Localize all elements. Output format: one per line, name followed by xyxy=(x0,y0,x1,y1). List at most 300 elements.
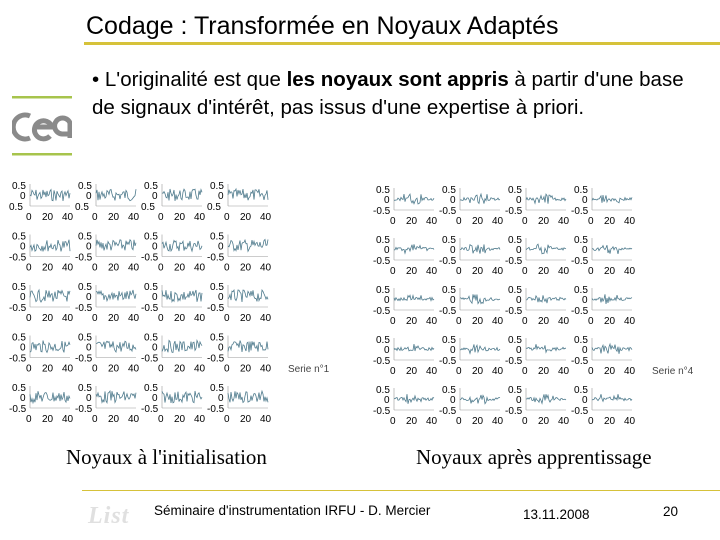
y-tick-label: 0 xyxy=(152,191,158,202)
kernel-signal xyxy=(228,290,268,302)
y-tick-label: -0.5 xyxy=(439,406,457,417)
kernel-signal xyxy=(592,294,632,304)
y-tick-label: 0.5 xyxy=(144,231,158,243)
y-tick-label: 0 xyxy=(86,292,92,303)
x-tick-label: 40 xyxy=(62,262,74,274)
x-tick-label: 20 xyxy=(604,216,616,227)
kernel-signal xyxy=(30,190,70,201)
kernel-subplot xyxy=(505,235,570,277)
x-tick-label: 20 xyxy=(174,363,186,375)
y-tick-label: -0.5 xyxy=(207,252,225,264)
kernel-subplot xyxy=(571,235,636,277)
y-tick-label: 0.5 xyxy=(12,181,26,192)
kernel-signal xyxy=(30,341,70,353)
y-tick-label: -0.5 xyxy=(571,406,589,417)
bullet-bold: les noyaux sont appris xyxy=(286,68,509,91)
y-tick-label: 0 xyxy=(152,393,158,404)
y-tick-label: 0 xyxy=(516,245,522,256)
x-tick-label: 0 xyxy=(224,414,230,425)
y-tick-label: -0.5 xyxy=(373,356,391,367)
x-tick-label: 0 xyxy=(92,363,98,375)
x-tick-label: 0 xyxy=(92,262,98,274)
kernel-subplot xyxy=(141,333,206,375)
x-tick-label: 0 xyxy=(522,316,528,327)
kernel-subplot xyxy=(9,333,74,375)
y-tick-label: -0.5 xyxy=(141,404,159,415)
x-tick-label: 40 xyxy=(194,262,206,274)
kernel-signal xyxy=(96,240,136,251)
kernel-subplot xyxy=(9,181,74,223)
x-tick-label: 0 xyxy=(26,363,32,375)
x-tick-label: 40 xyxy=(62,212,74,223)
x-tick-label: 40 xyxy=(558,266,570,277)
kernel-signal xyxy=(96,290,136,301)
kernel-signal xyxy=(394,394,434,404)
series-label: Serie n°4 xyxy=(652,366,694,377)
y-tick-label: -0.5 xyxy=(505,206,523,217)
x-tick-label: 0 xyxy=(224,363,230,375)
x-tick-label: 40 xyxy=(492,266,504,277)
y-tick-label: 0.5 xyxy=(210,332,224,344)
x-tick-label: 40 xyxy=(260,313,272,324)
x-tick-label: 40 xyxy=(624,416,636,427)
y-tick-label: 0 xyxy=(384,245,390,256)
kernel-subplot xyxy=(9,282,74,324)
y-tick-label: 0 xyxy=(86,191,92,202)
y-tick-label: 0 xyxy=(582,245,588,256)
y-tick-label: -0.5 xyxy=(571,206,589,217)
y-tick-label: 0 xyxy=(20,241,26,253)
kernel-subplot xyxy=(75,232,140,274)
y-tick-label: 0 xyxy=(450,245,456,256)
x-tick-label: 0 xyxy=(158,363,164,375)
kernel-subplot xyxy=(373,385,438,427)
x-tick-label: 40 xyxy=(194,212,206,223)
kernel-subplot xyxy=(571,285,636,327)
x-tick-label: 0 xyxy=(522,416,528,427)
x-tick-label: 40 xyxy=(558,366,570,377)
x-tick-label: 20 xyxy=(108,313,120,324)
x-tick-label: 20 xyxy=(472,216,484,227)
kernel-subplot xyxy=(141,232,206,274)
x-tick-label: 20 xyxy=(538,416,550,427)
y-tick-label: 0 xyxy=(152,241,158,253)
y-tick-label: 0.5 xyxy=(574,235,588,246)
y-tick-label: 0.5 xyxy=(574,335,588,346)
y-tick-label: -0.5 xyxy=(571,306,589,317)
x-tick-label: 40 xyxy=(62,414,74,425)
x-tick-label: 40 xyxy=(426,266,438,277)
x-tick-label: 40 xyxy=(492,416,504,427)
title-underline xyxy=(84,42,720,45)
kernel-signal xyxy=(30,240,70,252)
kernel-subplot xyxy=(207,333,272,375)
y-tick-label: 0 xyxy=(582,345,588,356)
x-tick-label: 0 xyxy=(158,262,164,274)
kernel-subplot xyxy=(75,282,140,324)
kernel-subplot xyxy=(207,181,272,223)
x-tick-label: 40 xyxy=(128,313,140,324)
y-tick-label: -0.5 xyxy=(141,252,159,264)
y-tick-label: -0.5 xyxy=(439,256,457,267)
x-tick-label: 0 xyxy=(390,366,396,377)
y-tick-label: 0.5 xyxy=(144,181,158,192)
y-tick-label: 0.5 xyxy=(78,383,92,394)
x-tick-label: 20 xyxy=(108,212,120,223)
kernel-signal xyxy=(394,194,434,204)
y-tick-label: -0.5 xyxy=(571,356,589,367)
x-tick-label: 40 xyxy=(558,416,570,427)
y-tick-label: -0.5 xyxy=(9,353,27,365)
y-tick-label: 0 xyxy=(218,393,224,404)
y-tick-label: 0 xyxy=(86,241,92,253)
kernel-signal xyxy=(592,245,632,254)
footer-seminar-text: Séminaire d'instrumentation IRFU - D. Mercier xyxy=(154,503,431,518)
x-tick-label: 0 xyxy=(26,262,32,274)
bullet-text xyxy=(92,66,692,122)
x-tick-label: 0 xyxy=(522,266,528,277)
x-tick-label: 20 xyxy=(472,266,484,277)
kernel-signal xyxy=(228,189,268,200)
x-tick-label: 40 xyxy=(426,366,438,377)
x-tick-label: 20 xyxy=(472,366,484,377)
y-tick-label: -0.5 xyxy=(9,404,27,415)
y-tick-label: 0.5 xyxy=(574,385,588,396)
kernel-subplot xyxy=(505,185,570,227)
y-tick-label: -0.5 xyxy=(373,406,391,417)
y-tick-label: 0.5 xyxy=(508,285,522,296)
y-tick-label: 0 xyxy=(450,195,456,206)
y-tick-label: 0.5 xyxy=(442,385,456,396)
x-tick-label: 40 xyxy=(194,313,206,324)
y-tick-label: 0.5 xyxy=(376,235,390,246)
y-tick-label: 0 xyxy=(450,395,456,406)
y-tick-label: -0.5 xyxy=(571,256,589,267)
y-tick-label: 0 xyxy=(450,345,456,356)
kernel-signal xyxy=(460,395,500,404)
x-tick-label: 40 xyxy=(62,313,74,324)
y-tick-label: 0 xyxy=(218,292,224,303)
x-tick-label: 20 xyxy=(174,313,186,324)
y-tick-label: 0 xyxy=(152,292,158,303)
x-tick-label: 0 xyxy=(92,414,98,425)
x-tick-label: 0 xyxy=(456,416,462,427)
x-tick-label: 0 xyxy=(158,313,164,324)
kernel-subplot xyxy=(373,185,438,227)
x-tick-label: 0 xyxy=(456,316,462,327)
x-tick-label: 20 xyxy=(472,316,484,327)
y-tick-label: -0.5 xyxy=(75,252,93,264)
y-tick-label: 0.5 xyxy=(210,282,224,293)
x-tick-label: 40 xyxy=(558,316,570,327)
x-tick-label: 40 xyxy=(128,262,140,274)
kernel-subplot xyxy=(207,232,272,274)
y-tick-label: -0.5 xyxy=(75,404,93,415)
x-tick-label: 20 xyxy=(406,366,418,377)
x-tick-label: 20 xyxy=(174,212,186,223)
y-tick-label: -0.5 xyxy=(505,306,523,317)
footer-divider xyxy=(82,490,720,491)
y-tick-label: 0.5 xyxy=(376,185,390,196)
x-tick-label: 40 xyxy=(260,262,272,274)
y-tick-label: 0 xyxy=(20,191,26,202)
y-tick-label: -0.5 xyxy=(373,306,391,317)
y-tick-label: -0.5 xyxy=(439,306,457,317)
x-tick-label: 0 xyxy=(522,216,528,227)
kernel-subplot xyxy=(207,383,272,425)
kernel-subplot xyxy=(75,383,140,425)
x-tick-label: 0 xyxy=(92,212,98,223)
y-tick-label: 0.5 xyxy=(574,285,588,296)
x-tick-label: 0 xyxy=(224,313,230,324)
y-tick-label: -0.5 xyxy=(373,206,391,217)
x-tick-label: 40 xyxy=(260,414,272,425)
x-tick-label: 40 xyxy=(624,266,636,277)
x-tick-label: 0 xyxy=(158,212,164,223)
bullet-suffix: à partir d'une base de signaux d'intérêt, pas issus d'une expertise à priori. xyxy=(92,68,684,119)
cea-logo xyxy=(12,96,72,158)
kernel-signal xyxy=(228,341,268,353)
y-tick-label: 0 xyxy=(450,295,456,306)
kernel-signal xyxy=(162,241,202,252)
y-tick-label: 0 xyxy=(152,342,158,354)
kernels-learned-grid xyxy=(372,182,707,432)
y-tick-label: 0.5 xyxy=(78,231,92,243)
x-tick-label: 20 xyxy=(108,414,120,425)
y-tick-label: 0 xyxy=(384,295,390,306)
y-tick-label: 0.5 xyxy=(12,383,26,394)
y-tick-label: 0.5 xyxy=(442,285,456,296)
y-tick-label: 0.5 xyxy=(508,385,522,396)
y-tick-label: 0 xyxy=(582,295,588,306)
kernel-signal xyxy=(162,391,202,403)
x-tick-label: 0 xyxy=(588,266,594,277)
y-tick-label: -0.5 xyxy=(505,356,523,367)
kernel-signal xyxy=(96,391,136,403)
y-tick-label: 0 xyxy=(218,241,224,253)
kernel-signal xyxy=(592,394,632,401)
y-tick-label: 0.5 xyxy=(210,181,224,192)
x-tick-label: 20 xyxy=(240,414,252,425)
y-tick-label: -0.5 xyxy=(439,206,457,217)
x-tick-label: 0 xyxy=(456,216,462,227)
x-tick-label: 0 xyxy=(522,366,528,377)
y-tick-label: 0 xyxy=(218,342,224,354)
y-tick-label: -0.5 xyxy=(373,256,391,267)
x-tick-label: 0 xyxy=(390,316,396,327)
x-tick-label: 20 xyxy=(240,212,252,223)
x-tick-label: 40 xyxy=(62,363,74,375)
y-tick-label: 0.5 xyxy=(508,185,522,196)
x-tick-label: 20 xyxy=(240,262,252,274)
kernel-subplot xyxy=(75,181,140,223)
x-tick-label: 0 xyxy=(26,212,32,223)
y-tick-label: 0 xyxy=(384,345,390,356)
y-tick-label: 0.5 xyxy=(210,383,224,394)
kernel-signal xyxy=(460,344,500,353)
x-tick-label: 40 xyxy=(426,216,438,227)
kernel-signal xyxy=(228,240,268,252)
y-tick-label: 0 xyxy=(516,345,522,356)
kernel-subplot xyxy=(9,383,74,425)
y-tick-label: 0 xyxy=(516,395,522,406)
y-tick-label: 0 xyxy=(20,393,26,404)
x-tick-label: 20 xyxy=(604,316,616,327)
page-number: 20 xyxy=(663,504,679,519)
x-tick-label: 40 xyxy=(492,316,504,327)
kernel-subplot xyxy=(373,235,438,277)
right-caption: Noyaux après apprentissage xyxy=(416,445,652,469)
y-tick-label: -0.5 xyxy=(9,252,27,264)
kernel-subplot xyxy=(505,285,570,327)
list-logo: List xyxy=(88,503,130,529)
y-tick-label: 0.5 xyxy=(574,185,588,196)
x-tick-label: 20 xyxy=(42,363,54,375)
x-tick-label: 20 xyxy=(42,212,54,223)
kernel-subplot xyxy=(505,385,570,427)
y-tick-label: 0 xyxy=(218,191,224,202)
kernel-subplot xyxy=(9,232,74,274)
x-tick-label: 40 xyxy=(194,363,206,375)
kernel-subplot xyxy=(373,285,438,327)
x-tick-label: 20 xyxy=(42,313,54,324)
kernel-signal xyxy=(526,295,566,303)
x-tick-label: 0 xyxy=(92,313,98,324)
kernel-signal xyxy=(394,295,434,300)
x-tick-label: 20 xyxy=(604,266,616,277)
x-tick-label: 20 xyxy=(538,316,550,327)
kernel-subplot xyxy=(373,335,438,377)
kernel-subplot xyxy=(439,385,504,427)
y-tick-label: 0.5 xyxy=(442,185,456,196)
y-tick-label: -0.5 xyxy=(141,303,159,314)
x-tick-label: 20 xyxy=(108,262,120,274)
x-tick-label: 40 xyxy=(558,216,570,227)
x-tick-label: 20 xyxy=(174,262,186,274)
x-tick-label: 0 xyxy=(588,316,594,327)
x-tick-label: 40 xyxy=(260,363,272,375)
y-tick-label: 0.5 xyxy=(78,332,92,344)
y-tick-label: 0.5 xyxy=(442,235,456,246)
x-tick-label: 40 xyxy=(492,216,504,227)
kernel-signal xyxy=(592,344,632,354)
x-tick-label: 20 xyxy=(538,266,550,277)
x-tick-label: 20 xyxy=(406,416,418,427)
kernel-signal xyxy=(96,189,136,201)
y-tick-label: 0.5 xyxy=(376,385,390,396)
y-tick-label: 0 xyxy=(384,195,390,206)
x-tick-label: 40 xyxy=(426,316,438,327)
y-tick-label: 0.5 xyxy=(442,335,456,346)
x-tick-label: 40 xyxy=(194,414,206,425)
x-tick-label: 40 xyxy=(492,366,504,377)
y-tick-label: 0 xyxy=(582,395,588,406)
x-tick-label: 40 xyxy=(624,216,636,227)
kernel-subplot xyxy=(141,282,206,324)
y-tick-label: 0.5 xyxy=(508,235,522,246)
bullet-prefix: • L'originalité est que xyxy=(92,68,287,91)
x-tick-label: 20 xyxy=(174,414,186,425)
y-tick-label: 0.5 xyxy=(376,335,390,346)
left-caption: Noyaux à l'initialisation xyxy=(66,445,267,469)
slide-title: Codage : Transformée en Noyaux Adaptés xyxy=(86,12,559,40)
x-tick-label: 20 xyxy=(42,262,54,274)
y-tick-label: 0 xyxy=(384,395,390,406)
x-tick-label: 0 xyxy=(224,262,230,274)
kernel-subplot xyxy=(571,185,636,227)
kernel-subplot xyxy=(571,335,636,377)
kernel-signal xyxy=(228,391,268,402)
y-tick-label: 0.5 xyxy=(210,231,224,243)
y-tick-label: 0.5 xyxy=(144,282,158,293)
kernel-subplot xyxy=(505,335,570,377)
kernel-signal xyxy=(460,294,500,303)
x-tick-label: 20 xyxy=(538,216,550,227)
y-tick-label: -0.5 xyxy=(141,353,159,365)
kernel-subplot xyxy=(439,185,504,227)
y-tick-label: 0 xyxy=(86,393,92,404)
kernel-signal xyxy=(96,341,136,352)
kernel-signal xyxy=(526,194,566,204)
x-tick-label: 40 xyxy=(260,212,272,223)
kernel-subplot xyxy=(439,235,504,277)
x-tick-label: 0 xyxy=(26,414,32,425)
y-tick-label: -0.5 xyxy=(75,353,93,365)
y-tick-label: -0.5 xyxy=(207,303,225,314)
x-tick-label: 0 xyxy=(456,366,462,377)
y-tick-label: -0.5 xyxy=(207,404,225,415)
y-tick-label: 0.5 xyxy=(12,282,26,293)
y-tick-label: 0.5 xyxy=(376,285,390,296)
x-tick-label: 40 xyxy=(426,416,438,427)
kernel-subplot xyxy=(439,285,504,327)
kernel-signal xyxy=(162,290,202,302)
y-tick-label: 0.5 xyxy=(12,231,26,243)
y-tick-label: 0.5 xyxy=(75,202,89,213)
kernel-signal xyxy=(162,189,202,201)
x-tick-label: 0 xyxy=(588,416,594,427)
x-tick-label: 40 xyxy=(128,414,140,425)
x-tick-label: 40 xyxy=(128,212,140,223)
x-tick-label: 20 xyxy=(240,363,252,375)
x-tick-label: 20 xyxy=(42,414,54,425)
y-tick-label: 0.5 xyxy=(9,202,23,213)
kernel-signal xyxy=(526,244,566,254)
kernel-subplot xyxy=(75,333,140,375)
x-tick-label: 40 xyxy=(624,316,636,327)
x-tick-label: 0 xyxy=(390,266,396,277)
y-tick-label: -0.5 xyxy=(505,256,523,267)
kernel-signal xyxy=(162,341,202,353)
x-tick-label: 20 xyxy=(604,416,616,427)
y-tick-label: 0.5 xyxy=(78,282,92,293)
kernel-signal xyxy=(394,244,434,253)
y-tick-label: 0 xyxy=(20,342,26,354)
y-tick-label: 0.5 xyxy=(141,202,155,213)
x-tick-label: 0 xyxy=(456,266,462,277)
y-tick-label: 0 xyxy=(86,342,92,354)
x-tick-label: 0 xyxy=(26,313,32,324)
y-tick-label: 0.5 xyxy=(144,383,158,394)
x-tick-label: 40 xyxy=(624,366,636,377)
kernel-subplot xyxy=(439,335,504,377)
series-label: Serie n°1 xyxy=(288,364,330,375)
x-tick-label: 0 xyxy=(390,416,396,427)
x-tick-label: 20 xyxy=(108,363,120,375)
x-tick-label: 0 xyxy=(588,366,594,377)
kernel-signal xyxy=(30,391,70,403)
kernel-signal xyxy=(526,344,566,352)
